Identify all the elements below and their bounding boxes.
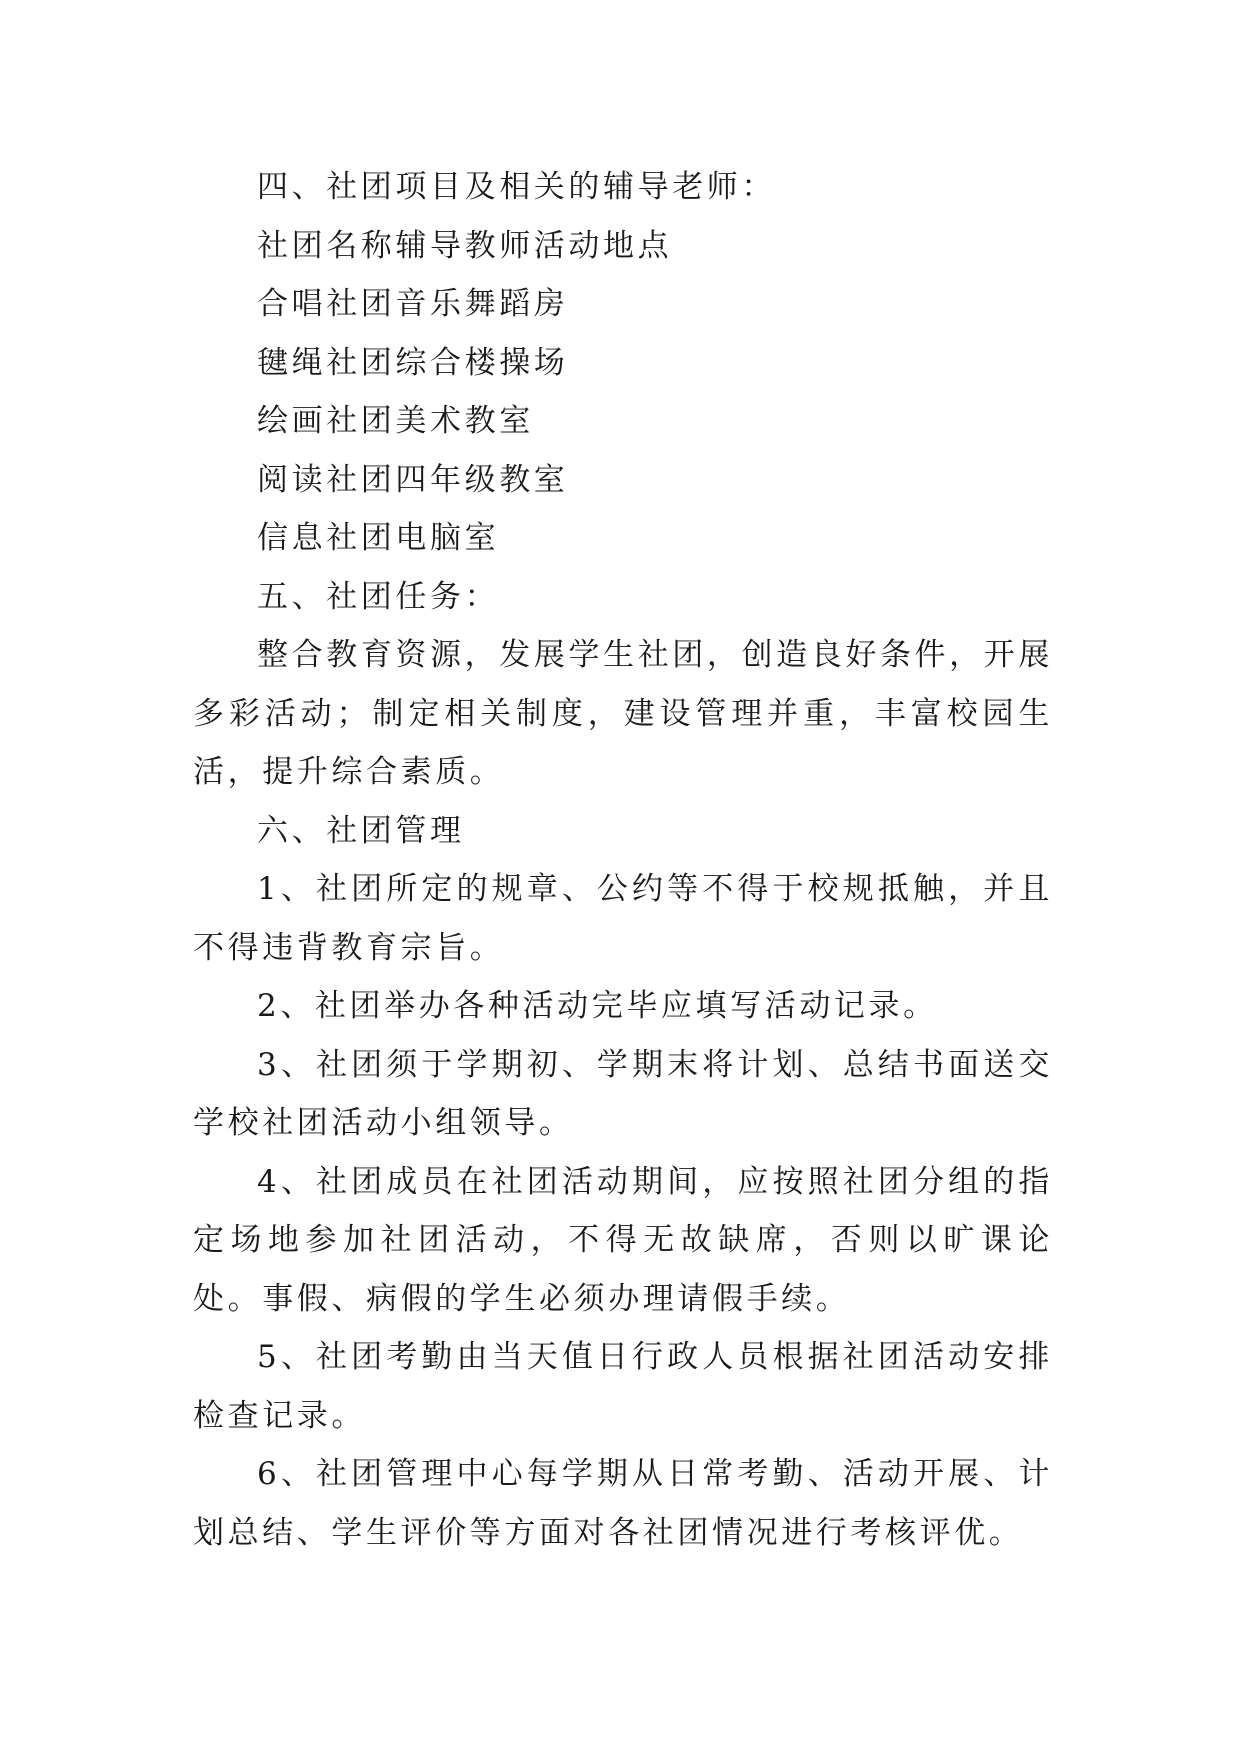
rule-item-3: 3、社团须于学期初、学期末将计划、总结书面送交学校社团活动小组领导。 xyxy=(193,1046,1053,1141)
club-entry-information: 信息社团电脑室 xyxy=(257,520,500,556)
rule-item-6: 6、社团管理中心每学期从日常考勤、活动开展、计划总结、学生评价等方面对各社团情况进行考核评优。 xyxy=(193,1456,1053,1551)
rule-item-2: 2、社团举办各种活动完毕应填写活动记录。 xyxy=(257,988,938,1024)
rule-item-5: 5、社团考勤由当天值日行政人员根据社团活动安排检查记录。 xyxy=(193,1339,1053,1434)
club-entry-painting: 绘画社团美术教室 xyxy=(257,403,534,439)
club-table-header: 社团名称辅导教师活动地点 xyxy=(257,227,673,264)
rule-item-4: 4、社团成员在社团活动期间，应按照社团分组的指定场地参加社团活动，不得无故缺席，否则以旷课论处。事假、病假的学生必须办理请假手续。 xyxy=(193,1163,1053,1317)
club-entry-reading: 阅读社团四年级教室 xyxy=(257,461,569,498)
heading-section-five: 五、社团任务： xyxy=(257,578,500,615)
rule-item-1: 1、社团所定的规章、公约等不得于校规抵触，并且不得违背教育宗旨。 xyxy=(193,871,1053,966)
club-entry-choir: 合唱社团音乐舞蹈房 xyxy=(257,286,569,322)
heading-section-four: 四、社团项目及相关的辅导老师： xyxy=(257,169,776,205)
club-entry-shuttlecock-rope: 毽绳社团综合楼操场 xyxy=(257,344,569,381)
heading-section-six: 六、社团管理 xyxy=(257,812,465,849)
document-body xyxy=(193,158,1053,1562)
paragraph-club-tasks: 整合教育资源，发展学生社团，创造良好条件，开展多彩活动；制定相关制度，建设管理并重，丰富校园生活，提升综合素质。 xyxy=(193,637,1053,790)
